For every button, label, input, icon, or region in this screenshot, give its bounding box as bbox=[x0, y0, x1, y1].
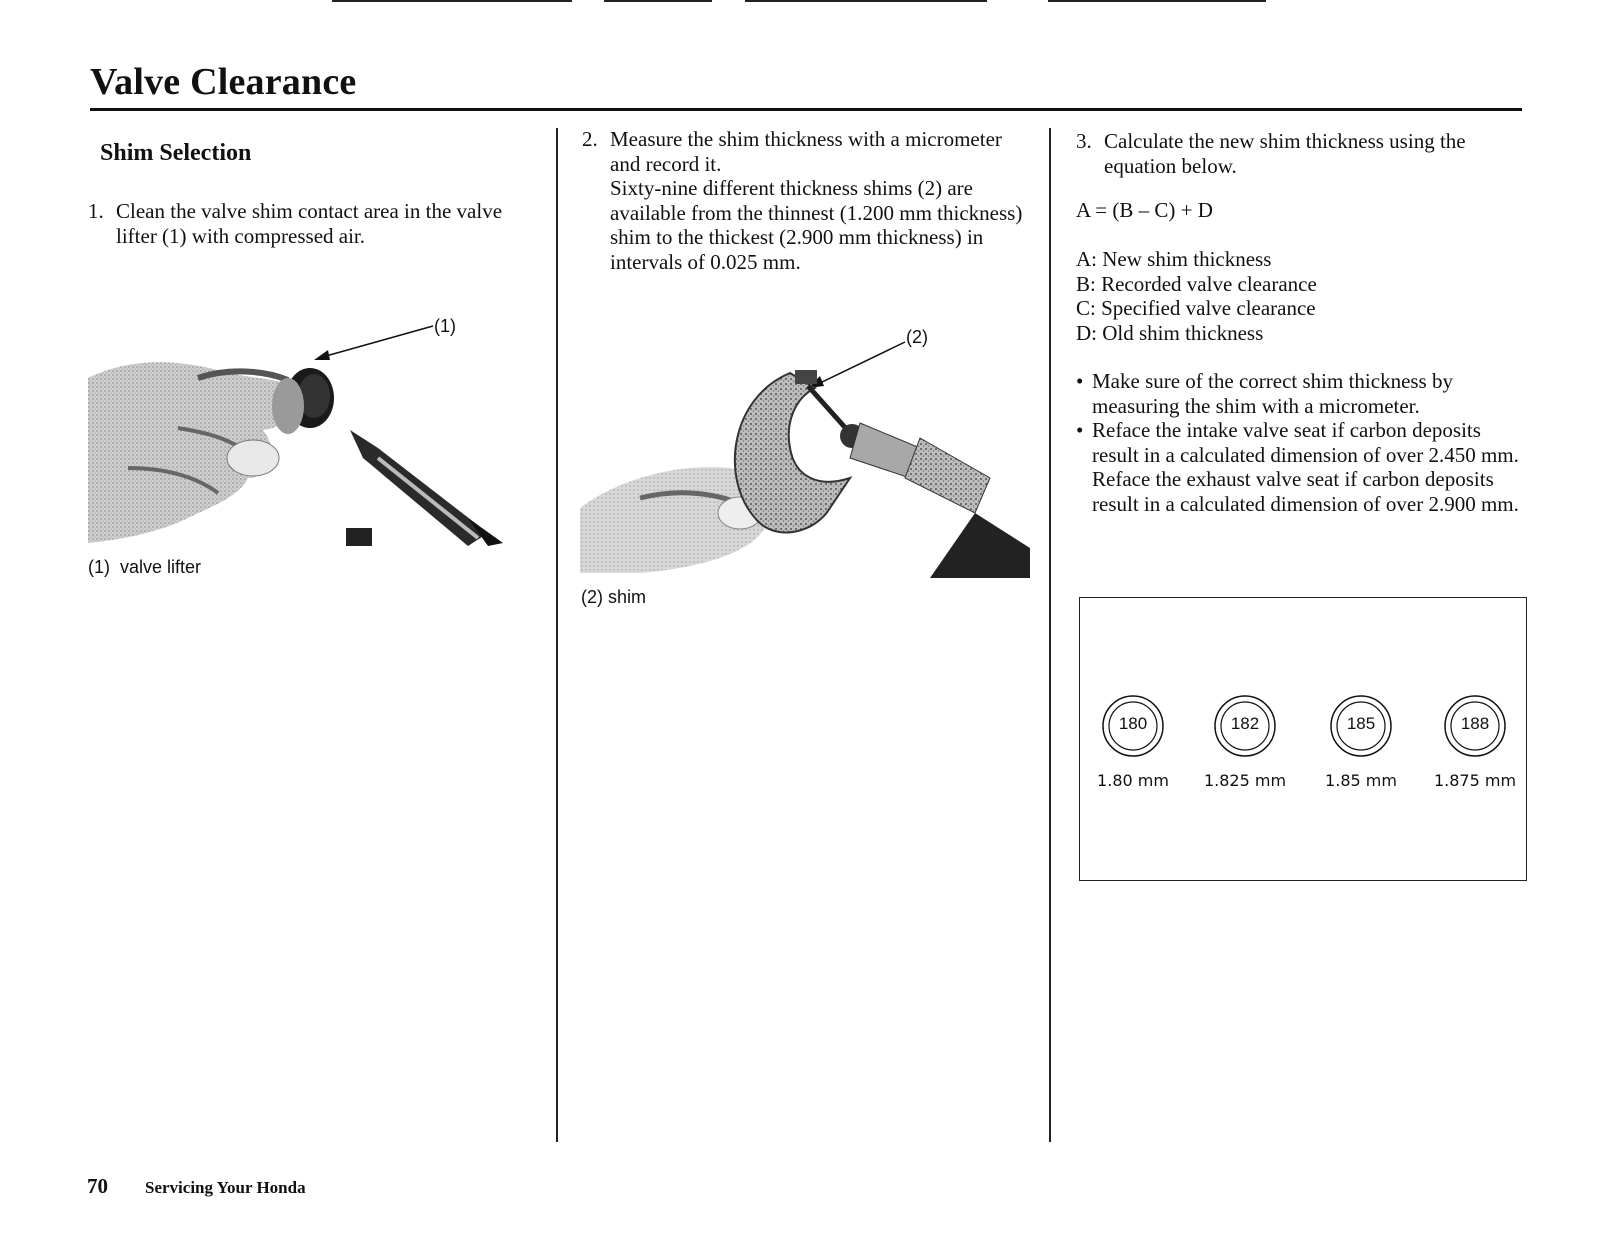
page-number: 70 bbox=[87, 1174, 108, 1198]
valve-lifter-photo bbox=[88, 318, 508, 558]
definition-item: A: New shim thickness bbox=[1076, 247, 1272, 271]
figure-caption-1: (1) valve lifter bbox=[88, 557, 202, 577]
callout-1: (1) bbox=[434, 316, 456, 336]
figure-caption-2: (2) shim bbox=[581, 587, 647, 607]
column-divider-1 bbox=[556, 128, 558, 1142]
bullet-text: Reface the exhaust valve seat if carbon deposits result in a calculated dimension of over 2.900 mm. bbox=[1092, 467, 1519, 516]
bullet-symbol: • bbox=[1076, 369, 1084, 393]
page-title: Valve Clearance bbox=[90, 61, 357, 103]
title-rule bbox=[90, 108, 1522, 111]
step-text: Calculate the new shim thickness using the equation below. bbox=[1104, 129, 1466, 178]
shim-code: 188 bbox=[1460, 714, 1490, 733]
bullet-item bbox=[1076, 418, 1522, 516]
shim-chart-box bbox=[1079, 597, 1527, 881]
bullet-list bbox=[1076, 369, 1522, 516]
definition-item: C: Specified valve clearance bbox=[1076, 296, 1316, 320]
definition-item: D: Old shim thickness bbox=[1076, 320, 1264, 345]
shim-code: 182 bbox=[1230, 714, 1260, 733]
bullet-text: Make sure of the correct shim thickness by measuring the shim with a micrometer. bbox=[1092, 369, 1453, 418]
step-number: 1. bbox=[88, 199, 104, 223]
step-2 bbox=[582, 127, 1034, 274]
step-1 bbox=[88, 199, 540, 248]
footer-section-title: Servicing Your Honda bbox=[145, 1178, 306, 1197]
shim-code: 185 bbox=[1346, 714, 1376, 733]
bullet-item bbox=[1076, 369, 1522, 418]
shim-180 bbox=[1078, 694, 1188, 790]
step-number: 2. bbox=[582, 127, 598, 151]
shim-182 bbox=[1190, 694, 1300, 790]
shim-185 bbox=[1306, 694, 1416, 790]
top-rules bbox=[0, 0, 1600, 4]
bullet-text: Reface the intake valve seat if carbon deposits result in a calculated dimension of over 2.450 mm. bbox=[1092, 418, 1519, 467]
shim-188 bbox=[1420, 694, 1530, 790]
equation: A = (B – C) + D bbox=[1076, 198, 1213, 222]
shim-size: 1.825 mm bbox=[1203, 771, 1287, 790]
column-divider-2 bbox=[1049, 128, 1051, 1142]
step-text: Measure the shim thickness with a micrometer and record it. bbox=[610, 127, 1002, 176]
step-number: 3. bbox=[1076, 129, 1092, 153]
step-3 bbox=[1076, 129, 1522, 178]
callout-2: (2) bbox=[906, 327, 928, 347]
shim-size: 1.85 mm bbox=[1325, 771, 1397, 790]
shim-size: 1.80 mm bbox=[1097, 771, 1169, 790]
step-text: Clean the valve shim contact area in the valve lifter (1) with compressed air. bbox=[116, 199, 503, 248]
definitions-list bbox=[1076, 247, 1317, 345]
definition-item: B: Recorded valve clearance bbox=[1076, 271, 1317, 296]
shim-code: 180 bbox=[1118, 714, 1148, 733]
bullet-symbol: • bbox=[1076, 418, 1084, 442]
micrometer-photo bbox=[580, 328, 1030, 578]
shim-size: 1.875 mm bbox=[1433, 771, 1517, 790]
step-text: Sixty-nine different thickness shims (2) are available from the thinnest (1.200 mm thickness) shim to the thickest (2.900 mm thickness) in intervals of 0.025 mm. bbox=[610, 176, 1023, 274]
section-heading: Shim Selection bbox=[100, 140, 252, 166]
